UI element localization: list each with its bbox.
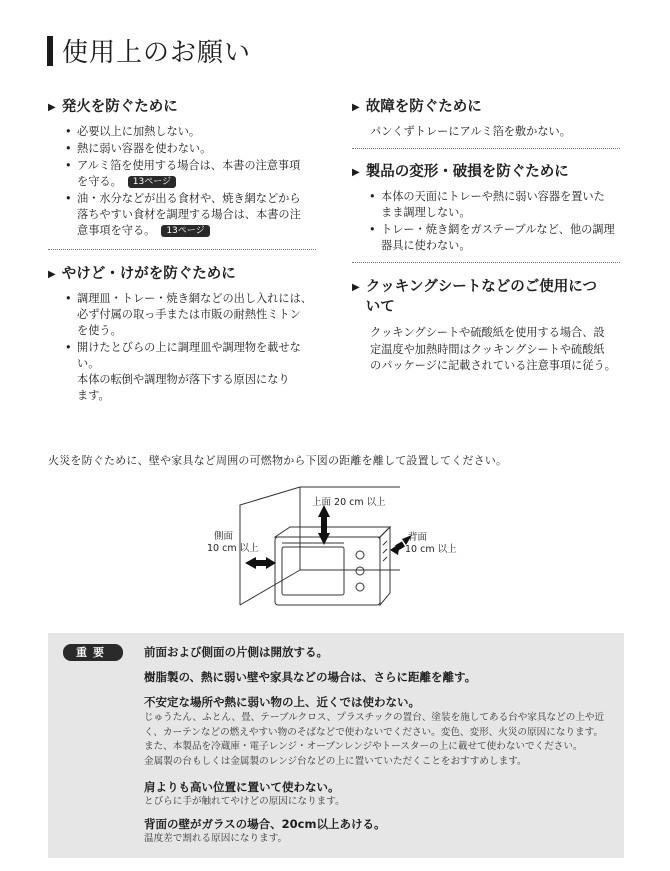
section-burn-heading: ▶ やけど・けがを防ぐために: [48, 264, 323, 285]
label-side-1: 側面: [214, 531, 234, 542]
triangle-right-icon: ▶: [48, 102, 56, 113]
label-side-2: 10 cm 以上: [207, 543, 259, 554]
list-item: • 本体の天面にトレーや熱に弱い容器を置いた まま調理しない。: [369, 189, 632, 221]
label-back-1: 背面: [408, 532, 428, 543]
list-item: • 必要以上に加熱しない。: [65, 124, 323, 140]
page-ref-badge: 13ページ: [128, 176, 176, 188]
notice-heading: 背面の壁がガラスの場合、20cm以上あける。: [144, 817, 386, 831]
burn-list: [48, 291, 323, 404]
list-item: • 調理皿・トレー・焼き網などの出し入れには、 必ず付属の取っ手または市販の耐熱性ミトン を使う。: [65, 291, 323, 339]
deform-list: [352, 189, 632, 254]
right-column-2: [352, 162, 632, 255]
notice-text: とびらに手が触れてやけどの原因になります。: [144, 796, 345, 807]
section-fire-heading: ▶ 発火を防ぐために: [48, 97, 323, 118]
triangle-right-icon: ▶: [352, 167, 360, 178]
notice-heading: 肩よりも高い位置に置いて使わない。: [144, 780, 340, 794]
list-item: • アルミ箔を使用する場合は、本書の注意事項 を守る。 13ページ: [65, 158, 323, 190]
label-top: 上面 20 cm 以上: [312, 497, 386, 508]
section-sheet-heading: ▶ クッキングシートなどのご使用につ いて: [352, 279, 597, 315]
install-intro: 火災を防ぐために、壁や家具など周囲の可燃物から下図の距離を離して設置してください。: [48, 454, 508, 467]
sheet-text: クッキングシートや硫酸紙を使用する場合、設 定温度や加熱時間はクッキングシートや硫酸紙 のパッケージに記載されている注意事項に従う。: [370, 326, 616, 372]
page-ref-badge: 13ページ: [161, 225, 209, 237]
notice-heading: 樹脂製の、熱に弱い壁や家具などの場合は、さらに距離を離す。: [144, 670, 477, 684]
left-column-2: [48, 264, 323, 405]
triangle-right-icon: ▶: [352, 282, 360, 293]
list-item: • 油・水分などが出る食材や、焼き網などから 落ちやすい食材を調理する場合は、本書の注 意事項を守る。 13ページ: [65, 191, 323, 239]
divider: [352, 148, 620, 149]
triangle-right-icon: ▶: [48, 269, 56, 280]
divider: [48, 249, 316, 250]
label-back-2: 10 cm 以上: [405, 544, 457, 555]
important-notice: [48, 633, 624, 858]
list-item: • 熱に弱い容器を使わない。: [65, 141, 323, 157]
title-bar: [47, 36, 53, 66]
divider: [352, 262, 620, 263]
right-column-3: [352, 277, 632, 375]
notice-text: 温度差で割れる原因になります。: [144, 833, 288, 844]
important-badge: 重要: [63, 644, 123, 661]
fire-list: [48, 124, 323, 239]
notice-text: じゅうたん、ふとん、畳、テーブルクロス、プラスチックの置台、塗装を施してある台や家具などの上や近 く、カーテンなどの燃えやすい物のそばなどで使わないでください。変色、変形、火災の原因になります。 また、本製品を冷蔵庫・電子レンジ・オーブンレンジやトースターの上に載せて使わないでください。 金属製の台もしくは金属製のレンジ台などの上に置いていただくことをおすすめします。: [144, 712, 605, 767]
section-failure-heading: ▶ 故障を防ぐために: [352, 97, 632, 118]
triangle-right-icon: ▶: [352, 102, 360, 113]
left-column: [48, 97, 323, 240]
section-deform-heading: ▶ 製品の変形・破損を防ぐために: [352, 162, 632, 183]
notice-heading: 不安定な場所や熱に弱い物の上、近くでは使わない。: [144, 695, 420, 709]
list-item: • トレー・焼き網をガステーブルなど、他の調理 器具に使わない。: [369, 222, 632, 254]
failure-text: パンくずトレーにアルミ箔を敷かない。: [370, 125, 571, 138]
list-item: • 開けたとびらの上に調理皿や調理物を載せない。 本体の転倒や調理物が落下する原因になり ます。: [65, 340, 323, 404]
right-column: [352, 97, 632, 141]
page-title: 使用上のお願い: [62, 38, 252, 68]
notice-heading: 前面および側面の片側は開放する。: [144, 645, 328, 659]
